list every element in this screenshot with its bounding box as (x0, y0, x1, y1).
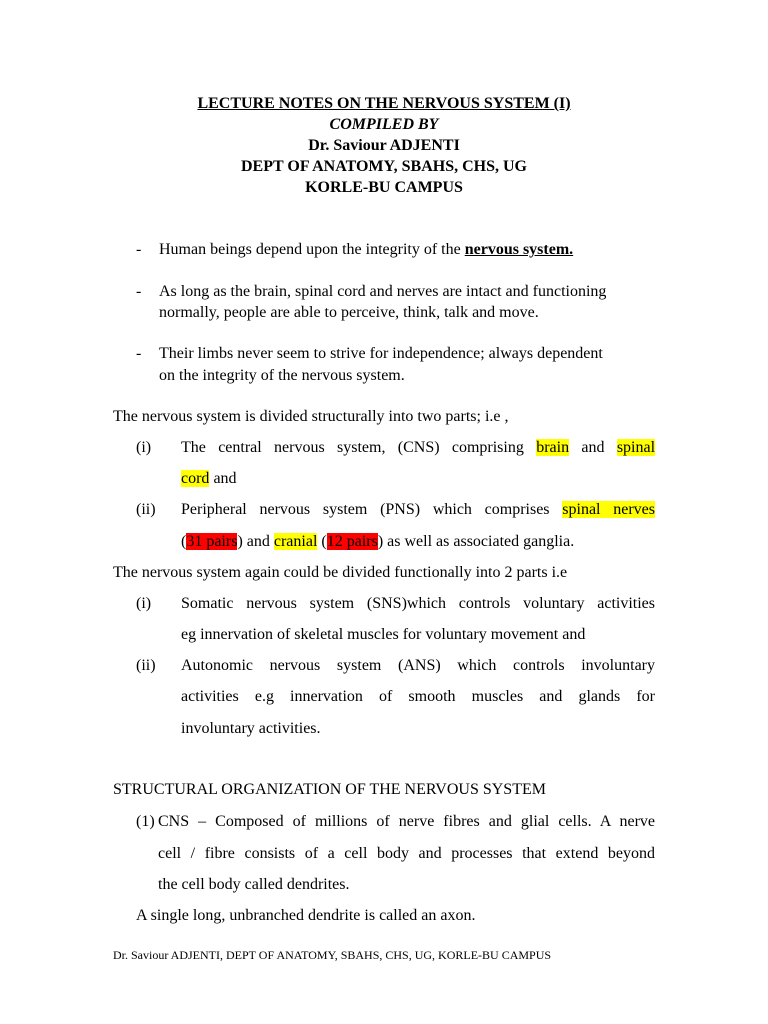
compiled-by: COMPILED BY (329, 116, 439, 133)
bullet-dash: - (136, 283, 142, 300)
bullet-dash: - (136, 345, 142, 362)
pns-text: Peripheral nervous system (PNS) which comprises (181, 501, 550, 518)
highlight-spinal-nerves: spinal nerves (562, 501, 655, 518)
functional-i-line-1: Somatic nervous system (SNS)which controls voluntary activities (181, 595, 655, 612)
functional-intro: The nervous system again could be divided functionally into 2 parts i.e (113, 564, 568, 581)
and-text: and (581, 439, 605, 456)
axon-definition: A single long, unbranched dendrite is called an axon. (136, 907, 476, 924)
bullet-3-line-1: Their limbs never seem to strive for independence; always dependent (159, 345, 603, 362)
structural-i-line-2 (181, 470, 237, 488)
functional-i-label: (i) (136, 595, 152, 612)
organization-line-1: CNS – Composed of millions of nerve fibres and glial cells. A nerve (158, 813, 655, 830)
organization-item-label: (1) (136, 813, 155, 830)
highlight-31-pairs: 31 pairs (186, 533, 238, 550)
bullet-2-line-2: normally, people are able to perceive, think, talk and move. (159, 304, 539, 321)
bullet-3-line-2: on the integrity of the nervous system. (159, 367, 405, 384)
page-footer: Dr. Saviour ADJENTI, DEPT OF ANATOMY, SBAHS, CHS, UG, KORLE-BU CAMPUS (113, 948, 552, 962)
structural-ii-label: (ii) (136, 501, 156, 518)
organization-line-3: the cell body called dendrites. (158, 876, 350, 893)
structural-i-label: (i) (136, 439, 152, 456)
department: DEPT OF ANATOMY, SBAHS, CHS, UG (241, 158, 527, 175)
and-text: and (209, 470, 237, 487)
author-name: Dr. Saviour ADJENTI (308, 137, 460, 154)
bullet-1 (159, 241, 573, 259)
structural-i-line-1 (181, 439, 655, 457)
bullet-dash: - (136, 241, 142, 258)
functional-ii-line-1: Autonomic nervous system (ANS) which controls involuntary (181, 657, 655, 674)
organization-line-2: cell / fibre consists of a cell body and processes that extend beyond (158, 845, 655, 862)
ganglia-text: ) as well as associated ganglia. (377, 533, 575, 550)
structural-ii-line-2 (181, 533, 574, 551)
highlight-12-pairs: 12 pairs (326, 533, 378, 550)
document-title: LECTURE NOTES ON THE NERVOUS SYSTEM (I) (197, 95, 571, 112)
structural-ii-line-1 (181, 501, 655, 519)
bullet-1-emphasis: nervous system. (464, 241, 574, 258)
functional-ii-line-3: involuntary activities. (181, 720, 321, 737)
paren: ( (181, 533, 187, 550)
highlight-spinal: spinal (616, 439, 656, 456)
functional-ii-line-2: activities e.g innervation of smooth muscles and glands for (181, 688, 655, 705)
cns-text: The central nervous system, (CNS) comprising (181, 439, 524, 456)
highlight-cord: cord (181, 470, 210, 487)
connector-text: ) and (237, 533, 274, 550)
campus: KORLE-BU CAMPUS (305, 179, 463, 196)
functional-ii-label: (ii) (136, 657, 156, 674)
bullet-2-line-1: As long as the brain, spinal cord and nerves are intact and functioning (159, 283, 607, 300)
structural-intro: The nervous system is divided structurally into two parts; i.e , (113, 408, 509, 425)
bullet-1-text: Human beings depend upon the integrity of the (159, 241, 465, 258)
functional-i-line-2: eg innervation of skeletal muscles for voluntary movement and (181, 626, 586, 643)
section-heading: STRUCTURAL ORGANIZATION OF THE NERVOUS SYSTEM (113, 781, 546, 798)
paren: ( (317, 533, 327, 550)
highlight-cranial: cranial (273, 533, 318, 550)
highlight-brain: brain (536, 439, 570, 456)
